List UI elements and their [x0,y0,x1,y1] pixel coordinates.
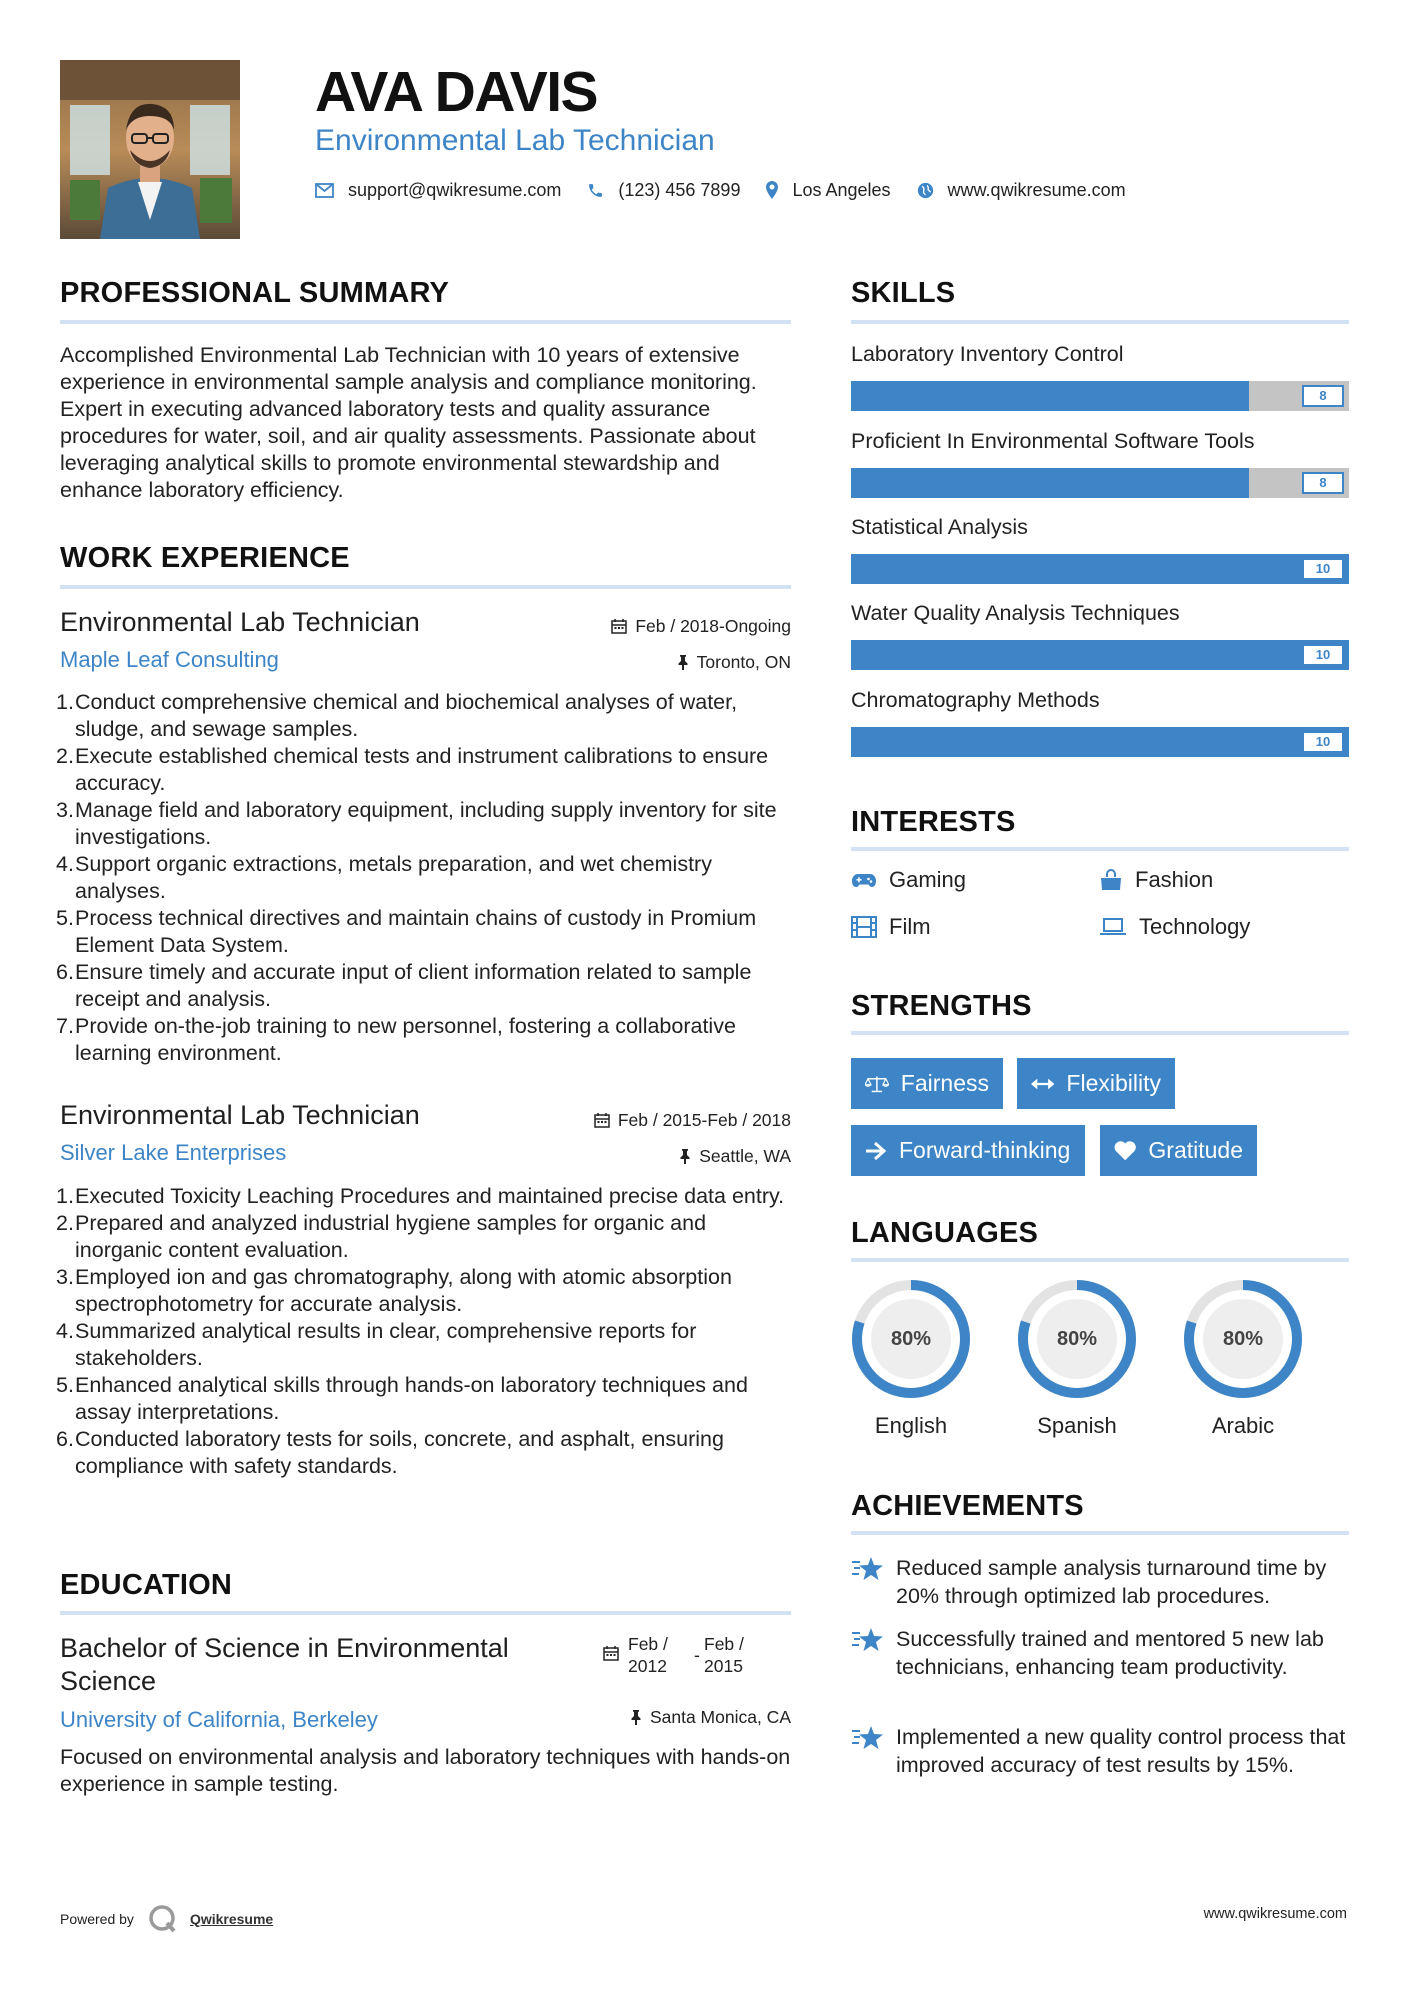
job-2-location: Seattle, WA [679,1145,791,1167]
skill-level-label: 10 [1302,731,1344,753]
pin-icon [679,1148,691,1164]
job-1-location: Toronto, ON [677,651,791,673]
contact-bar [315,177,1152,203]
profile-photo [60,60,240,239]
language-name: English [874,1413,948,1438]
strength-forward-thinking: Forward-thinking [851,1125,1085,1176]
language-percent: 80% [1056,1327,1098,1350]
heart-icon [1114,1140,1136,1161]
list-item: 6. Conducted laboratory tests for soils, concrete, and asphalt, ensuring compliance with safety standards. [56,1427,724,1478]
list-item: 2. Execute established chemical tests and instrument calibrations to ensure accuracy. [56,744,769,795]
skills-divider [851,320,1349,324]
contact-website[interactable]: www.qwikresume.com [917,180,1152,201]
interests-heading: INTERESTS [851,806,1016,838]
education-dates [603,1633,764,1677]
star-icon [851,1556,885,1582]
calendar-icon [611,618,627,634]
arrow-right-icon [865,1141,887,1161]
job-1-duties [56,689,796,1067]
list-item: 4. Support organic extractions, metals preparation, and wet chemistry analyses. [56,852,712,903]
footer-powered-by: Powered by Qwikresume [60,1904,273,1934]
job-2-role: Environmental Lab Technician [60,1100,420,1130]
list-item: 5. Enhanced analytical skills through hands-on laboratory techniques and assay interpretations. [56,1373,748,1424]
job-1-role: Environmental Lab Technician [60,607,420,637]
candidate-name: AVA DAVIS [315,60,598,124]
phone-icon [587,182,604,199]
list-item: 7. Provide on-the-job training to new personnel, fostering a collaborative learning environment. [56,1014,736,1065]
skill-name: Proficient In Environmental Software Tools [851,429,1255,453]
language-name: Arabic [1211,1413,1275,1438]
list-item: 6. Ensure timely and accurate input of client information related to sample receipt and analysis. [56,960,752,1011]
education-end: Feb / 2015 [704,1634,744,1676]
skill-name: Laboratory Inventory Control [851,342,1124,366]
list-item: 5. Process technical directives and maintain chains of custody in Promium Element Data System. [56,906,757,957]
skill-level-fill [851,727,1349,757]
experience-divider [60,585,791,589]
education-degree: Bachelor of Science in Environmental Science [60,1633,509,1696]
job-1-company: Maple Leaf Consulting [60,647,279,672]
language-item [1181,1277,1305,1438]
calendar-icon [603,1645,619,1661]
language-item [1015,1277,1139,1438]
skill-name: Water Quality Analysis Techniques [851,601,1180,625]
star-icon [851,1725,885,1751]
skill-level-label: 10 [1302,558,1344,580]
calendar-icon [594,1112,610,1128]
skill-level-label: 8 [1302,472,1344,494]
skill-level-fill [851,468,1249,498]
contact-email[interactable]: support@qwikresume.com [315,180,587,201]
skills-heading: SKILLS [851,277,956,309]
education-heading: EDUCATION [60,1569,233,1601]
education-start: Feb / 2012 [628,1634,668,1676]
gamepad-icon [851,871,877,889]
experience-heading: WORK EXPERIENCE [60,542,350,574]
skill-name: Statistical Analysis [851,515,1028,539]
list-item: 2. Prepared and analyzed industrial hygiene samples for organic and inorganic content evaluation. [56,1211,707,1262]
language-percent: 80% [1222,1327,1264,1350]
globe-icon [917,182,934,199]
skill-level-label: 10 [1302,644,1344,666]
skill-level-bar [851,727,1349,757]
strength-gratitude: Gratitude [1100,1125,1257,1176]
strength-flexibility: Flexibility [1017,1058,1175,1109]
contact-phone[interactable]: (123) 456 7899 [587,180,766,201]
pin-icon [630,1709,642,1725]
list-item: 1. Executed Toxicity Leaching Procedures and maintained precise data entry. [56,1184,785,1208]
interest-fashion: Fashion [1099,866,1213,894]
skill-level-fill [851,554,1349,584]
qwikresume-logo-icon [148,1904,178,1934]
footer-website[interactable]: www.qwikresume.com [1203,1906,1347,1922]
interest-technology: Technology [1099,913,1250,941]
interest-film: Film [851,913,931,941]
achievements-heading: ACHIEVEMENTS [851,1490,1084,1522]
achievement-item: Successfully trained and mentored 5 new lab technicians, enhancing team productivity. [851,1625,1361,1681]
summary-text: Accomplished Environmental Lab Technician with 10 years of extensive experience in environmental sample analysis and compliance monitoring. Expert in executing advanced laboratory tests and quality assurance procedures for water, soil, and air quality assessments. Passionate about leveraging analytical skills to promote environmental stewardship and enhance laboratory efficiency. [60,343,757,502]
skill-level-label: 8 [1302,385,1344,407]
skill-level-bar [851,468,1349,498]
achievements-divider [851,1531,1349,1535]
envelope-icon [315,183,334,198]
interests-divider [851,847,1349,851]
footer-brand-link[interactable]: Qwikresume [189,1911,274,1927]
strengths-heading: STRENGTHS [851,990,1032,1022]
language-name: Spanish [1037,1413,1117,1438]
skill-level-fill [851,640,1349,670]
achievement-item: Implemented a new quality control process that improved accuracy of test results by 15%. [851,1723,1361,1779]
language-percent: 80% [890,1327,932,1350]
education-location: Santa Monica, CA [630,1706,791,1728]
pin-icon [677,654,689,670]
achievement-item: Reduced sample analysis turnaround time by 20% through optimized lab procedures. [851,1554,1361,1610]
balance-scale-icon [865,1072,889,1096]
star-icon [851,1627,885,1653]
job-1-dates: Feb / 2018-Ongoing [611,615,791,637]
arrows-horizontal-icon [1031,1077,1054,1091]
laptop-icon [1099,917,1127,937]
education-divider [60,1611,791,1615]
job-2-dates: Feb / 2015-Feb / 2018 [594,1109,791,1131]
contact-location: Los Angeles [766,180,916,201]
education-dash: - [694,1645,700,1665]
interest-gaming: Gaming [851,866,966,894]
education-school: University of California, Berkeley [60,1707,378,1732]
languages-divider [851,1258,1349,1262]
summary-heading: PROFESSIONAL SUMMARY [60,277,450,309]
education-description: Focused on environmental analysis and laboratory techniques with hands-on experience in sample testing. [60,1745,791,1796]
list-item: 1. Conduct comprehensive chemical and biochemical analyses of water, sludge, and sewage samples. [56,690,738,741]
job-2-duties [56,1183,796,1480]
language-item [849,1277,973,1438]
languages-heading: LANGUAGES [851,1217,1039,1249]
skill-level-bar [851,640,1349,670]
skill-level-fill [851,381,1249,411]
strengths-divider [851,1031,1349,1035]
job-2-company: Silver Lake Enterprises [60,1140,287,1165]
film-icon [851,916,877,938]
summary-divider [60,320,791,324]
strength-fairness: Fairness [851,1058,1003,1109]
map-marker-icon [766,181,778,199]
skill-level-bar [851,381,1349,411]
skill-level-bar [851,554,1349,584]
list-item: 3. Manage field and laboratory equipment, including supply inventory for site investigations. [56,798,777,849]
list-item: 3. Employed ion and gas chromatography, along with atomic absorption spectrophotometry for accurate analysis. [56,1265,732,1316]
candidate-title: Environmental Lab Technician [315,124,715,157]
list-item: 4. Summarized analytical results in clear, comprehensive reports for stakeholders. [56,1319,697,1370]
skill-name: Chromatography Methods [851,688,1100,712]
shopping-bag-icon [1099,869,1123,891]
